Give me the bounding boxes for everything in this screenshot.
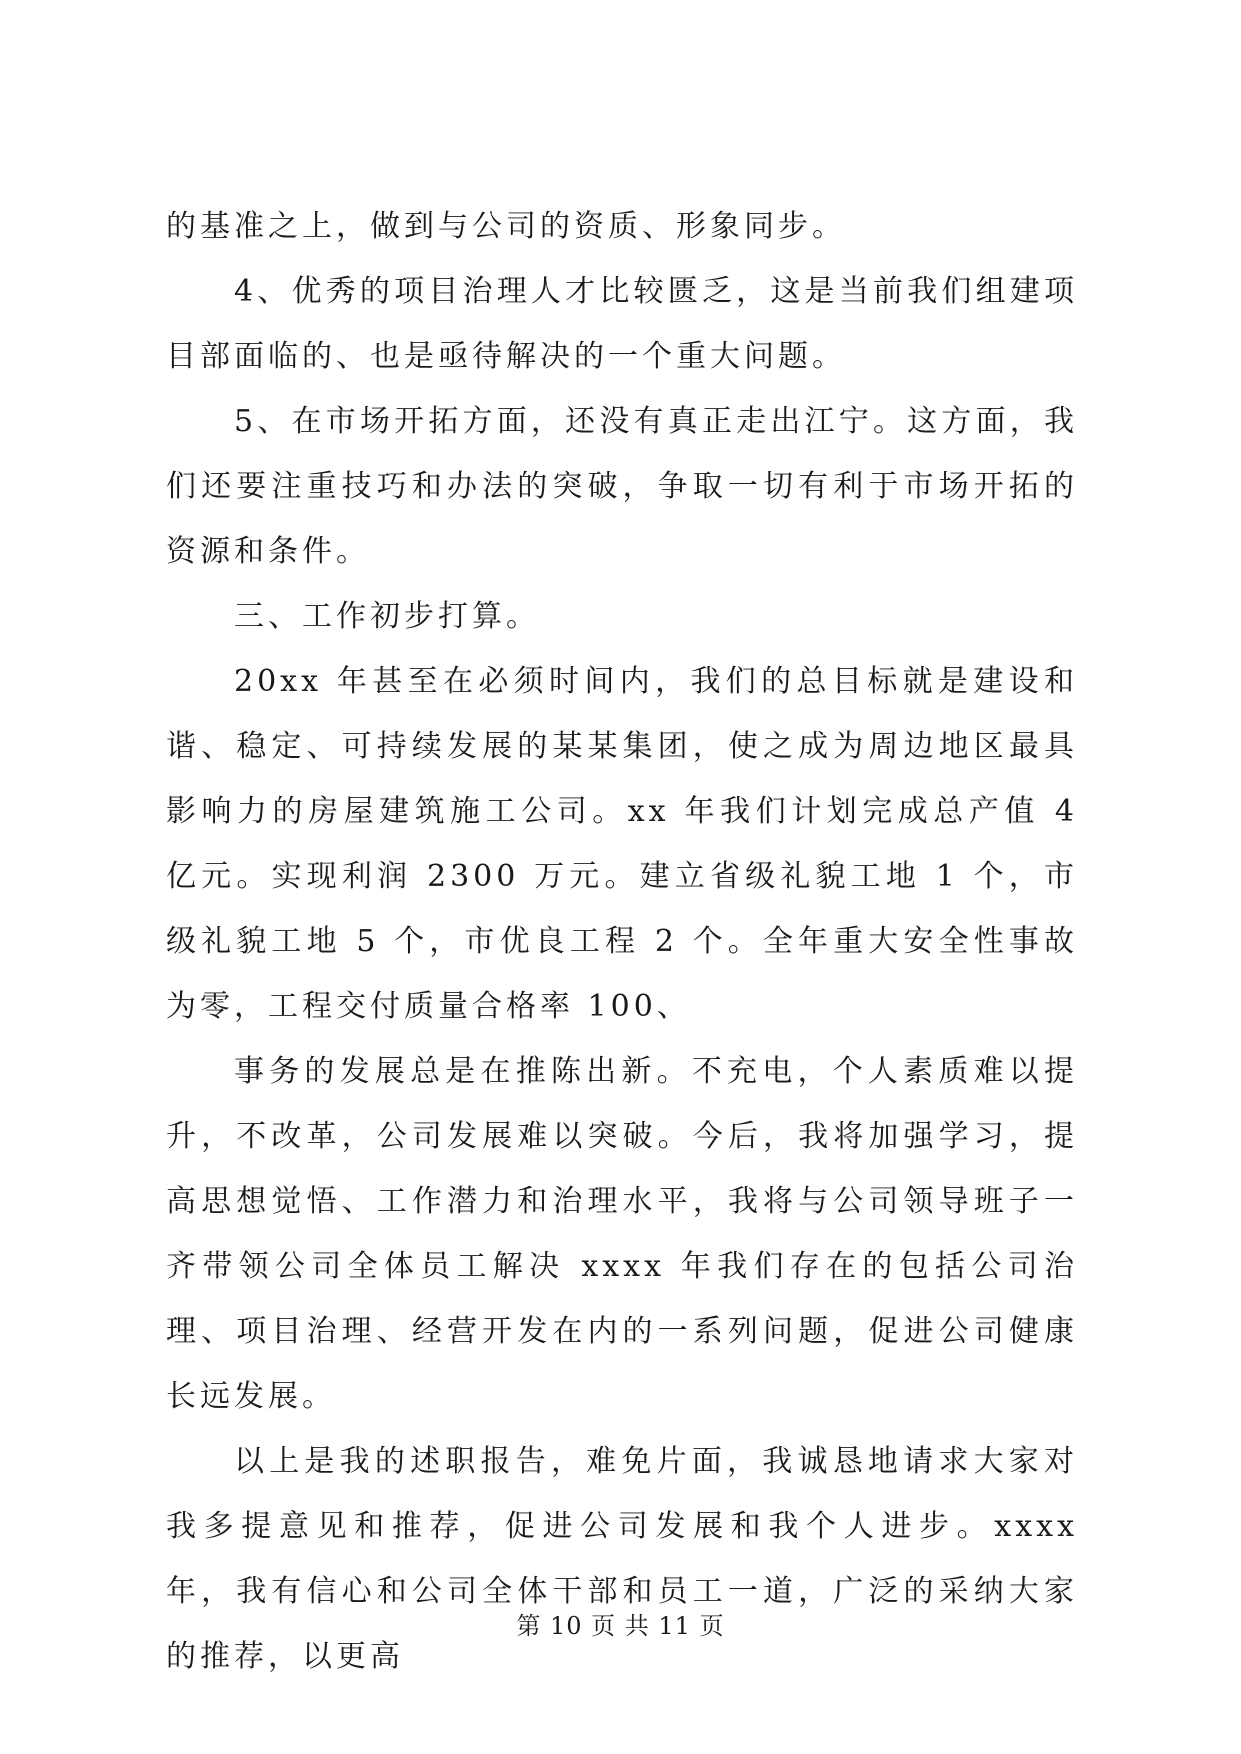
paragraph-item-4: 4、优秀的项目治理人才比较匮乏，这是当前我们组建项目部面临的、也是亟待解决的一个重大问题。 [166,274,1078,374]
paragraph-goals: 20xx 年甚至在必须时间内，我们的总目标就是建设和谐、稳定、可持续发展的某某集团，使之成为周边地区最具影响力的房屋建筑施工公司。xx 年我们计划完成总产值 4 亿元。实现利润 2300 万元。建立省级礼貌工地 1 个，市级礼貌工地 5 个，市优良工程 2 个。全年重大安全性事故为零，工程交付质量合格率 100、 [166,664,1078,1024]
page-number-footer: 第 10 页 共 11 页 [516,1612,725,1640]
document-body [166,194,1078,1689]
paragraph-continuation: 的基准之上，做到与公司的资质、形象同步。 [166,209,846,244]
paragraph-item-5: 5、在市场开拓方面，还没有真正走出江宁。这方面，我们还要注重技巧和办法的突破，争取一切有利于市场开拓的资源和条件。 [166,404,1078,569]
paragraph-development: 事务的发展总是在推陈出新。不充电，个人素质难以提升，不改革，公司发展难以突破。今后，我将加强学习，提高思想觉悟、工作潜力和治理水平，我将与公司领导班子一齐带领公司全体员工解决 xxxx 年我们存在的包括公司治理、项目治理、经营开发在内的一系列问题，促进公司健康长远发展。 [166,1054,1078,1414]
paragraph-closing: 以上是我的述职报告，难免片面，我诚恳地请求大家对我多提意见和推荐，促进公司发展和我个人进步。xxxx 年，我有信心和公司全体干部和员工一道，广泛的采纳大家的推荐，以更高 [166,1444,1078,1674]
section-heading-work-plan: 三、工作初步打算。 [234,599,540,634]
